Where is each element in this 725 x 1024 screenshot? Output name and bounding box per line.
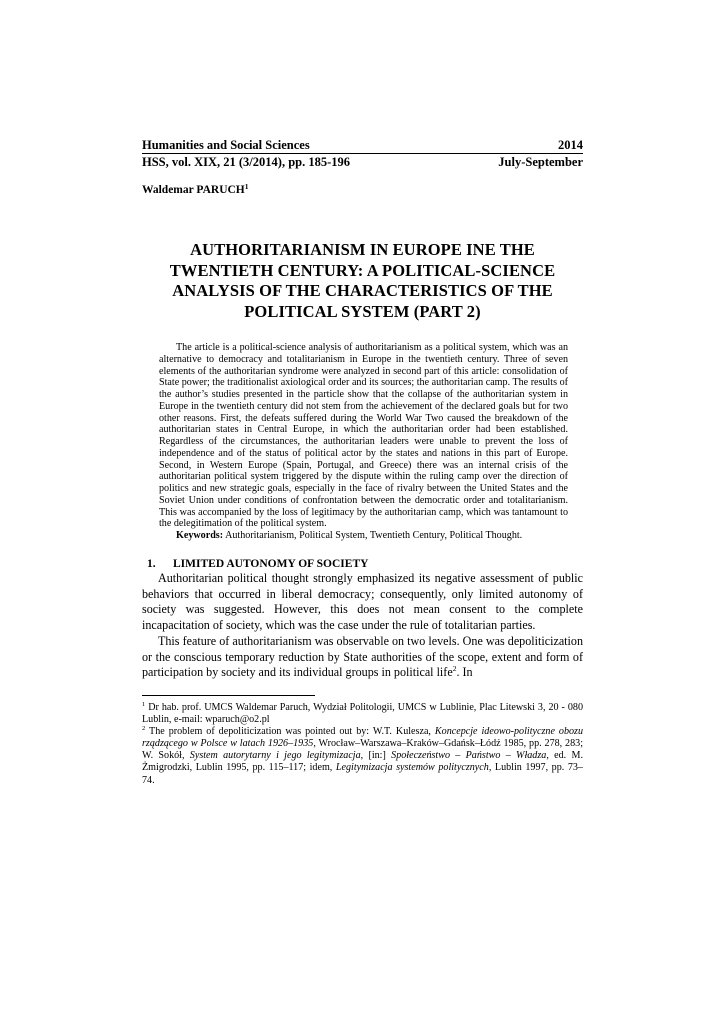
footnotes — [142, 702, 583, 787]
footnote-text: , [in:] — [360, 750, 392, 762]
cited-title: System autorytarny i jego legitymizacja — [189, 750, 361, 762]
footnote-ref: 2 — [452, 664, 457, 674]
body-paragraph — [142, 634, 583, 681]
abstract — [159, 342, 568, 542]
journal-name: Humanities and Social Sciences — [142, 138, 310, 152]
cited-title: Koncepcje ideowo-polityczne obozu rządzącego w Polsce w latach 1926–1935 — [142, 726, 584, 750]
cited-title: Społeczeństwo – Państwo – Władza — [391, 750, 547, 762]
author-line — [142, 184, 583, 197]
footnote-text: , ed. M. Żmigrodzki, Lublin 1995, pp. 115–117; idem, — [142, 750, 583, 774]
footnote-text: , Lublin 1997, pp. 73–74. — [142, 762, 583, 786]
title-line: AUTHORITARIANISM IN EUROPE INE THE — [190, 240, 535, 259]
keywords-line — [159, 530, 568, 542]
paragraph-text: This feature of authoritarianism was observable on two levels. One was depoliticization or the conscious temporary reduction by State authorities of the scope, extent and form of participation by society and its individual groups in political life — [142, 633, 583, 680]
footnote-2 — [142, 726, 583, 786]
title-line: POLITICAL SYSTEM (PART 2) — [244, 301, 481, 321]
footnote-text: The problem of depoliticization was pointed out by: W.T. Kulesza, — [149, 726, 435, 738]
journal-period: July-September — [498, 155, 583, 169]
paper-page — [142, 138, 583, 787]
footnote-text: Dr hab. prof. UMCS Waldemar Paruch, Wydział Politologii, UMCS w Lublinie, Plac Litewski 3, 20 - 080 Lublin, e-mail: wparuch@o2.pl — [142, 702, 583, 726]
footnote-1 — [142, 702, 583, 726]
author-footnote-mark: 1 — [244, 182, 249, 191]
author-name: Waldemar PARUCH — [142, 184, 245, 196]
keywords-label: Keywords: — [176, 530, 224, 541]
body-paragraph: Authoritarian political thought strongly emphasized its negative assessment of public behaviors that occurred in liberal democracy; consequently, only limited autonomy of society was suggested. However, this does not mean consent to the complete incapacitation of society, which was the case under the rule of totalitarian parties. — [142, 570, 583, 632]
section-heading — [142, 558, 583, 571]
keywords-text: Authoritarianism, Political System, Twentieth Century, Political Thought. — [225, 530, 523, 541]
footnote-text: , Wrocław–Warszawa–Kraków–Gdańsk–Łódź 1985, pp. 278, 283; W. Sokół, — [142, 738, 583, 762]
abstract-text: The article is a political-science analysis of authoritarianism as a political system, which was an alternative to democracy and totalitarianism in Europe in the twentieth century. Three of seven elements of the authoritarian syndrome were analyzed in second part of this article: consolidation of State power; the traditionalist axiological order and its sources; the authoritarian camp. The results of the author’s studies presented in the particle show that the collapse of the authoritarian system in Europe in the twentieth century did not stem from the achievement of the declared goals but for two other reasons. First, the defeats suffered during the World War Two caused the breakdown of the authoritarian states in Central Europe, in which the authoritarian order had been established. Regardless of the circumstances, the authoritarian leaders were unable to prevent the loss of independence and of the status of political actor by the states and nations in this part of Europe. Second, in Western Europe (Spain, Portugal, and Greece) there was an internal crisis of the authoritarian political system triggered by the dispute within the ruling camp over the direction of politics and new strategic goals, especially in the face of rivalry between the United States and the Soviet Union under conditions of confrontation between the democratic order and totalitarianism. This was accompanied by the loss of legitimacy by the authoritarian camp, which was tantamount to the delegitimation of the political system. — [159, 342, 568, 530]
paragraph-text-tail: . In — [456, 665, 473, 680]
journal-volume: HSS, vol. XIX, 21 (3/2014), pp. 185-196 — [142, 155, 351, 169]
cited-title: Legitymizacja systemów politycznych — [335, 762, 489, 774]
footnote-mark: 1 — [142, 701, 146, 708]
paper-title — [142, 240, 583, 322]
title-line: ANALYSIS OF THE CHARACTERISTICS OF THE — [172, 281, 553, 300]
running-header-bottom — [142, 155, 583, 169]
footnote-mark: 2 — [142, 725, 146, 733]
title-line: TWENTIETH CENTURY: A POLITICAL-SCIENCE — [169, 260, 556, 280]
footnote-divider — [142, 695, 315, 696]
journal-year: 2014 — [558, 138, 583, 152]
section-body — [142, 571, 583, 681]
section-number: 1. — [147, 557, 156, 570]
section-title: LIMITED AUTONOMY OF SOCIETY — [173, 557, 369, 570]
running-header-top — [142, 138, 583, 154]
